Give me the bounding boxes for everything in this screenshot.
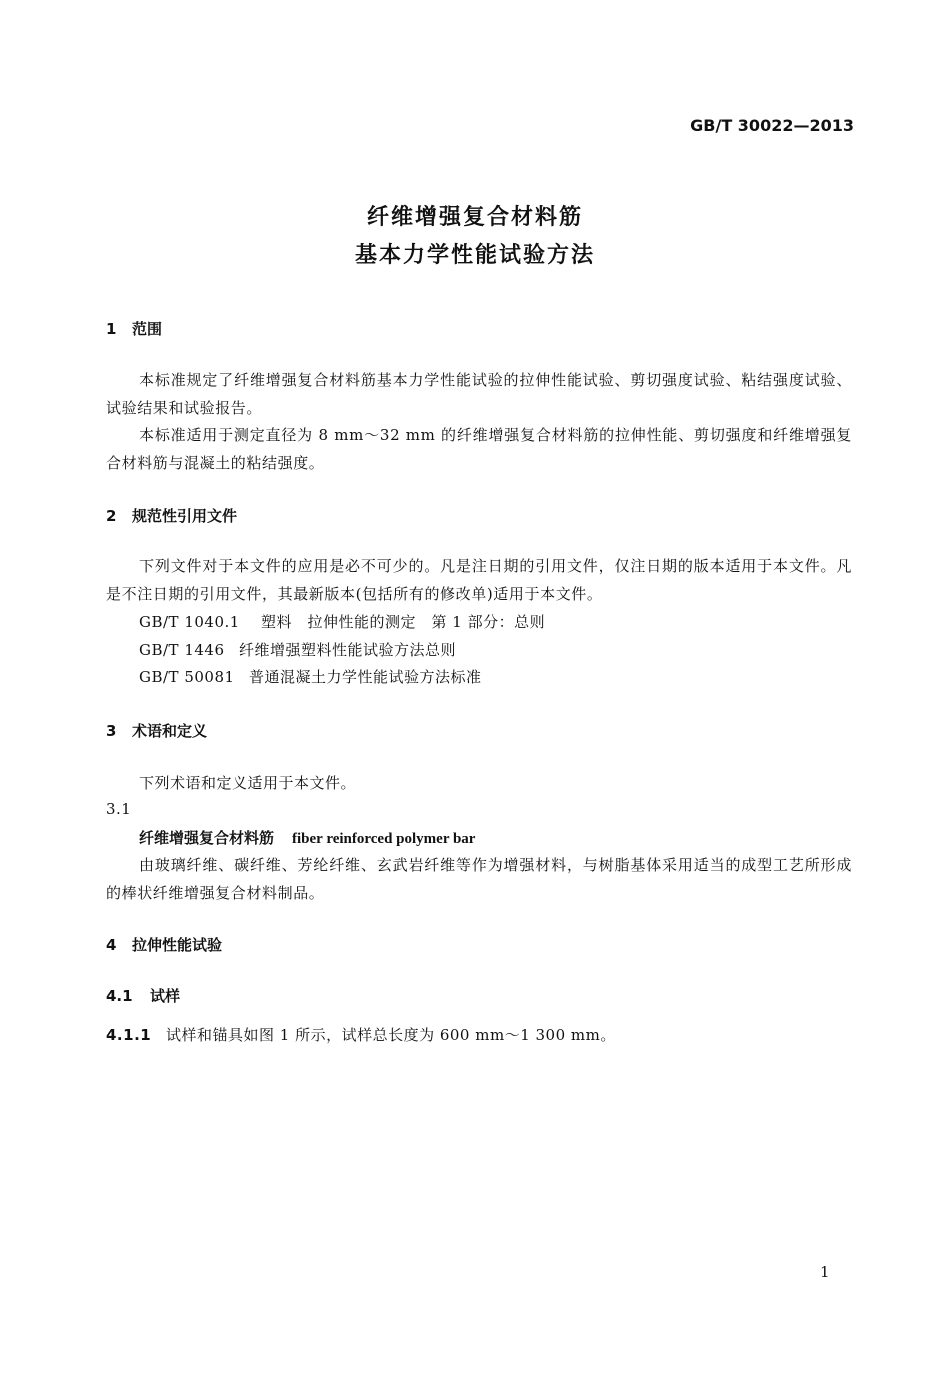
reference-item xyxy=(139,611,545,632)
subsection-4-1-heading xyxy=(106,985,180,1006)
reference-code: GB/T 1446 xyxy=(139,641,225,659)
section-3-number: 3 xyxy=(106,722,117,740)
page-number: 1 xyxy=(820,1263,830,1281)
section-4-heading xyxy=(106,934,222,955)
subsection-4-1-title: 试样 xyxy=(150,987,181,1005)
reference-code: GB/T 50081 xyxy=(139,668,235,686)
section-2-heading xyxy=(106,505,237,526)
reference-title: 纤维增强塑料性能试验方法总则 xyxy=(239,641,457,659)
section-1-paragraph-1: 本标准规定了纤维增强复合材料筋基本力学性能试验的拉伸性能试验、剪切强度试验、粘结强度试验、试验结果和试验报告。 xyxy=(106,371,852,417)
reference-title: 塑料 拉伸性能的测定 第 1 部分：总则 xyxy=(261,613,546,631)
section-2-paragraph-1: 下列文件对于本文件的应用是必不可少的。凡是注日期的引用文件，仅注日期的版本适用于本文件。凡是不注日期的引用文件，其最新版本(包括所有的修改单)适用于本文件。 xyxy=(106,557,852,603)
section-3-heading xyxy=(106,720,207,741)
section-4-number: 4 xyxy=(106,936,117,954)
section-4-title: 拉伸性能试验 xyxy=(132,936,223,954)
reference-code: GB/T 1040.1 xyxy=(139,613,240,631)
term-definition: 由玻璃纤维、碳纤维、芳纶纤维、玄武岩纤维等作为增强材料，与树脂基体采用适当的成型工艺所形成的棒状纤维增强复合材料制品。 xyxy=(106,856,852,902)
reference-item xyxy=(139,666,482,687)
term-entry xyxy=(139,827,475,848)
section-3-paragraph-1: 下列术语和定义适用于本文件。 xyxy=(139,774,357,792)
section-2-title: 规范性引用文件 xyxy=(132,507,238,525)
reference-title: 普通混凝土力学性能试验方法标准 xyxy=(249,668,482,686)
reference-item xyxy=(139,639,456,660)
term-chinese: 纤维增强复合材料筋 xyxy=(139,829,275,847)
subsection-4-1-number: 4.1 xyxy=(106,987,133,1005)
section-1-heading xyxy=(106,318,162,339)
section-1-number: 1 xyxy=(106,320,117,338)
term-english: fiber reinforced polymer bar xyxy=(292,831,476,847)
clause-4-1-1 xyxy=(106,1024,616,1045)
section-1-paragraph-2: 本标准适用于测定直径为 8 mm～32 mm 的纤维增强复合材料筋的拉伸性能、剪切强度和纤维增强复合材料筋与混凝土的粘结强度。 xyxy=(106,426,852,472)
clause-4-1-1-number: 4.1.1 xyxy=(106,1026,152,1044)
section-2-number: 2 xyxy=(106,507,117,525)
term-number: 3.1 xyxy=(106,800,132,818)
document-title-line-1: 纤维增强复合材料筋 xyxy=(366,205,583,230)
document-title-line-2: 基本力学性能试验方法 xyxy=(354,243,595,268)
clause-4-1-1-text: 试样和锚具如图 1 所示，试样总长度为 600 mm～1 300 mm。 xyxy=(166,1026,616,1044)
section-1-title: 范围 xyxy=(132,320,163,338)
standard-code: GB/T 30022—2013 xyxy=(690,116,854,135)
section-3-title: 术语和定义 xyxy=(132,722,208,740)
